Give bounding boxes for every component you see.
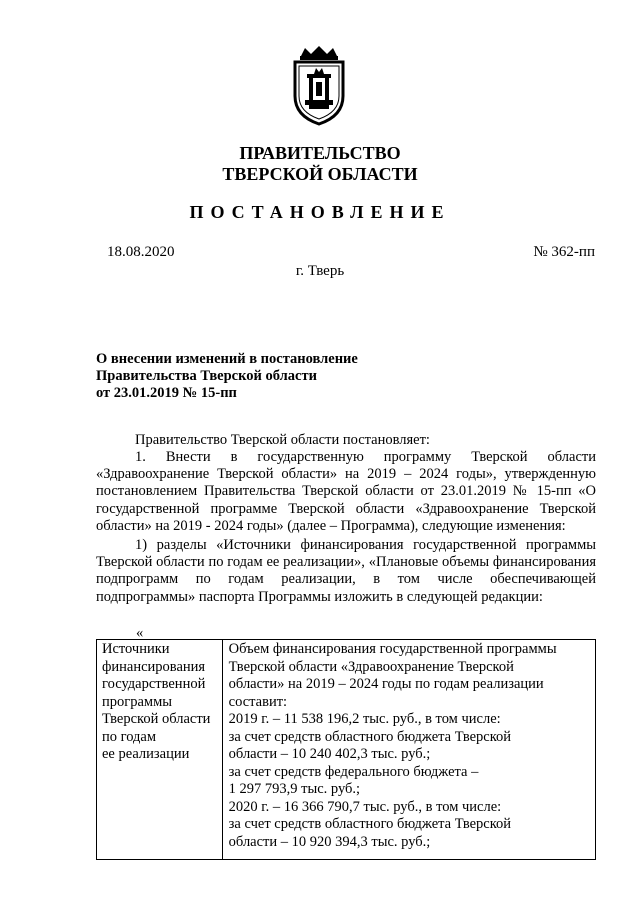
- government-title-line1: ПРАВИТЕЛЬСТВО: [239, 143, 401, 163]
- table-line: Тверской области: [102, 711, 211, 727]
- table-line: 1 297 793,9 тыс. руб.;: [228, 781, 361, 797]
- table-line: финансирования: [102, 658, 206, 675]
- document-date: 18.08.2020: [107, 244, 175, 260]
- item-1-paragraph: 1. Внести в государственную программу Тверской области «Здравоохранение Тверской области» на 2019 – 2024 годы», утвержденную постановлением Правительства Тверской области от 23.01.2019 № 15-пп «О государственной программе Тверской области «Здравоохранение Тверской области» на 2019 - 2024 годы» (далее – Программа), следующие изменения:: [96, 449, 596, 534]
- subject-line: от 23.01.2019 № 15-пп: [96, 385, 237, 401]
- tver-coat-of-arms-icon: [287, 44, 351, 126]
- government-title-line2: ТВЕРСКОЙ ОБЛАСТИ: [222, 164, 418, 184]
- subject-line: О внесении изменений в постановление: [96, 351, 358, 367]
- table-line: ее реализации: [102, 746, 190, 762]
- opening-quote-mark: «: [136, 625, 144, 641]
- table-line: области – 10 240 402,3 тыс. руб.;: [228, 746, 431, 762]
- table-line: области – 10 920 394,3 тыс. руб.;: [228, 833, 431, 850]
- item-1-1-paragraph: 1) разделы «Источники финансирования государственной программы Тверской области по годам ее реализации», «Плановые объемы финансирования подпрограмм по годам реализации, в том числе обеспечивающей подпрограммы» паспорта Программы изложить в следующей редакции:: [96, 537, 596, 605]
- document-subject: [96, 351, 358, 402]
- table-line: за счет средств областного бюджета Тверской: [228, 816, 512, 832]
- table-row: [97, 640, 596, 860]
- document-city: г. Тверь: [295, 263, 345, 279]
- table-cell-content: [222, 640, 595, 860]
- table-cell-heading: [97, 640, 223, 860]
- intro-paragraph: Правительство Тверской области постановляет:: [135, 432, 430, 448]
- table-line: Объем финансирования государственной программы: [228, 641, 557, 657]
- table-line: области» на 2019 – 2024 годы по годам реализации: [228, 676, 544, 692]
- table-line: Тверской области «Здравоохранение Тверской: [228, 658, 514, 675]
- table-line: 2019 г. – 11 538 196,2 тыс. руб., в том числе:: [228, 711, 501, 727]
- table-line: за счет средств федерального бюджета –: [228, 763, 479, 780]
- document-type: ПОСТАНОВЛЕНИЕ: [189, 202, 451, 222]
- financing-table: [96, 639, 596, 860]
- table-line: составит:: [228, 693, 288, 710]
- subject-line: Правительства Тверской области: [96, 368, 317, 384]
- table-line: программы: [102, 693, 172, 710]
- table-line: за счет средств областного бюджета Тверской: [228, 728, 512, 745]
- table-line: 2020 г. – 16 366 790,7 тыс. руб., в том числе:: [228, 798, 502, 815]
- table-line: по годам: [102, 728, 157, 745]
- table-line: Источники: [102, 641, 170, 657]
- document-number: № 362-пп: [533, 244, 595, 260]
- table-line: государственной: [102, 676, 206, 692]
